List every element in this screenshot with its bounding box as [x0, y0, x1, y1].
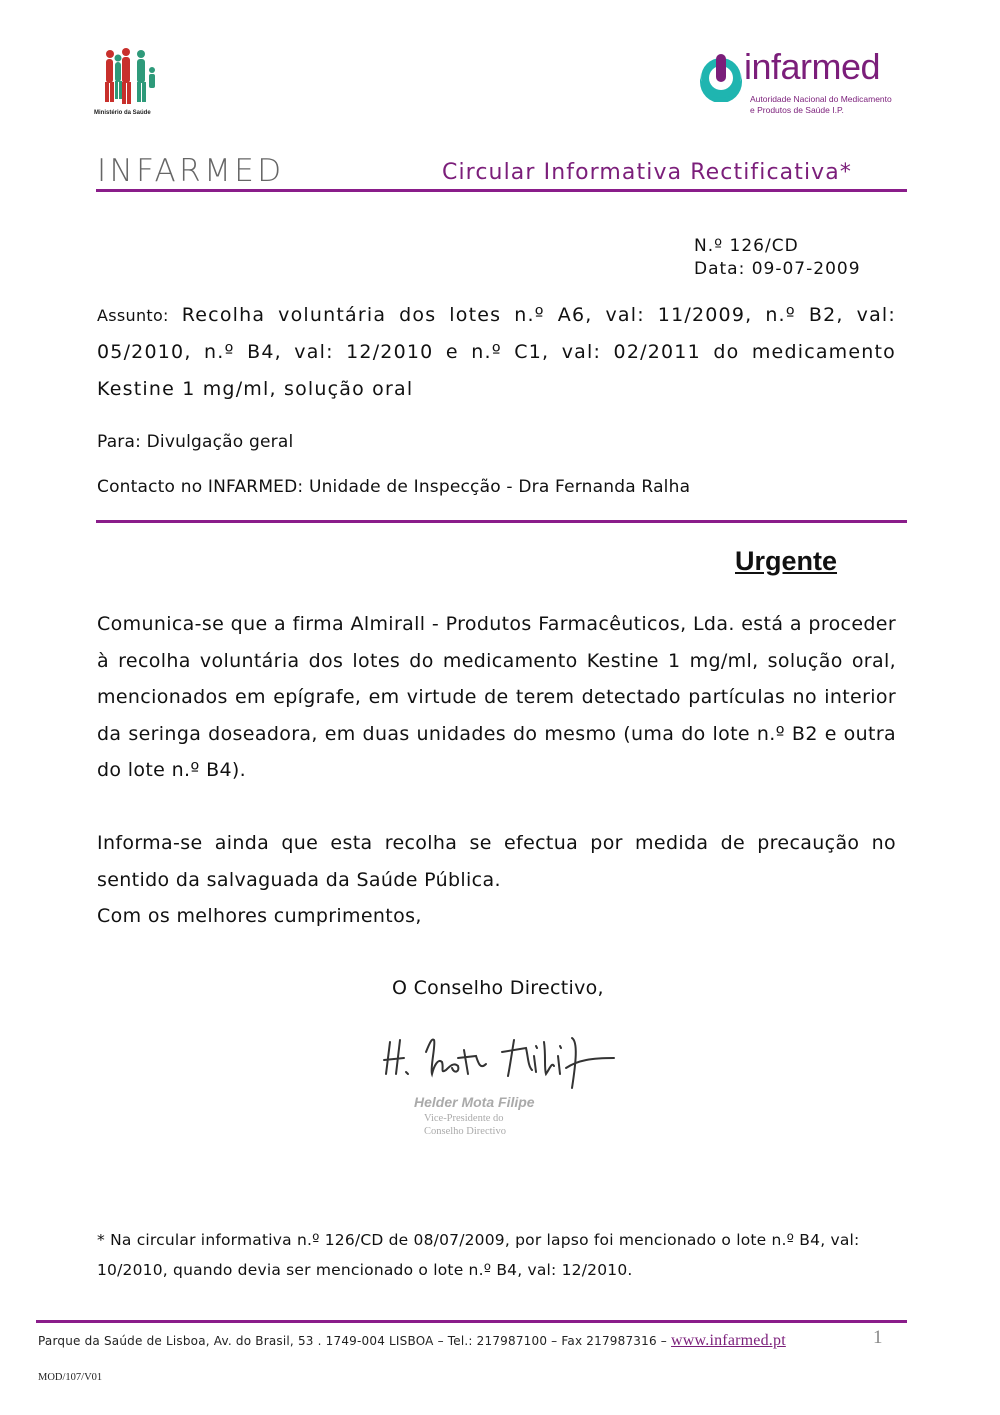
subject-label: Assunto:: [97, 306, 169, 325]
signature-name-stamp: Helder Mota Filipe: [414, 1094, 535, 1110]
page-number: 1: [873, 1327, 883, 1348]
subject-divider: [96, 520, 907, 523]
signature-block: [382, 1012, 622, 1146]
infarmed-logo: [696, 46, 906, 120]
circular-number: N.º 126/CD: [694, 236, 799, 256]
regards: Com os melhores cumprimentos,: [97, 905, 422, 927]
document-type: Circular Informativa Rectificativa*: [442, 160, 852, 185]
header-divider: [96, 189, 907, 192]
handwritten-signature-icon: [382, 1012, 622, 1092]
footer-address-text: Parque da Saúde de Lisboa, Av. do Brasil, 53 . 1749-004 LISBOA – Tel.: 217987100 – Fax 217987316 –: [38, 1334, 672, 1348]
recipients: Para: Divulgação geral: [97, 432, 294, 452]
infarmed-tagline: [750, 94, 892, 116]
contact: Contacto no INFARMED: Unidade de Inspecção - Dra Fernanda Ralha: [97, 477, 691, 497]
footer-address: [38, 1332, 786, 1350]
footer-divider: [36, 1320, 907, 1323]
tagline-line-1: Autoridade Nacional do Medicamento: [750, 94, 892, 104]
role-line-1: Vice-Presidente do: [424, 1113, 504, 1124]
body-paragraph-2: Informa-se ainda que esta recolha se efectua por medida de precaução no sentido da salvaguada da Saúde Pública.: [97, 832, 896, 891]
website-link[interactable]: www.infarmed.pt: [671, 1332, 786, 1349]
ministry-logo: [96, 44, 162, 118]
reference-block: [694, 235, 861, 281]
ministry-caption: Ministério da Saúde: [94, 110, 151, 116]
subject-text: Recolha voluntária dos lotes n.º A6, val: 11/2009, n.º B2, val: 05/2010, n.º B4, val: 12/2010 e n.º C1, val: 02/2011 do medicamento Kestine 1 mg/ml, solução oral: [97, 304, 896, 400]
body-paragraph-1: Comunica-se que a firma Almirall - Produtos Farmacêuticos, Lda. está a proceder à recolha voluntária dos lotes do medicamento Kestine 1 mg/ml, solução oral, mencionados em epígrafe, em virtude de terem detectado partículas no interior da seringa doseadora, em duas unidades do mesmo (uma do lote n.º B2 e outra do lote n.º B4).: [97, 613, 896, 781]
role-line-2: Conselho Directivo: [424, 1126, 506, 1137]
signature-role-stamp: [424, 1112, 506, 1138]
infarmed-mark-icon: [696, 52, 746, 102]
urgent-label: Urgente: [735, 546, 838, 576]
ministry-figures-icon: [96, 44, 162, 110]
circular-date: Data: 09-07-2009: [694, 259, 861, 279]
tagline-line-2: e Produtos de Saúde I.P.: [750, 105, 844, 115]
closing: O Conselho Directivo,: [392, 977, 604, 999]
subject: [97, 297, 896, 408]
footnote: * Na circular informativa n.º 126/CD de 08/07/2009, por lapso foi mencionado o lote n.º B4, val: 10/2010, quando devia ser mencionado o lote n.º B4, val: 12/2010.: [97, 1231, 860, 1279]
brand-title: INFARMED: [97, 153, 285, 189]
form-code: MOD/107/V01: [38, 1372, 103, 1383]
infarmed-wordmark: infarmed: [744, 46, 881, 87]
